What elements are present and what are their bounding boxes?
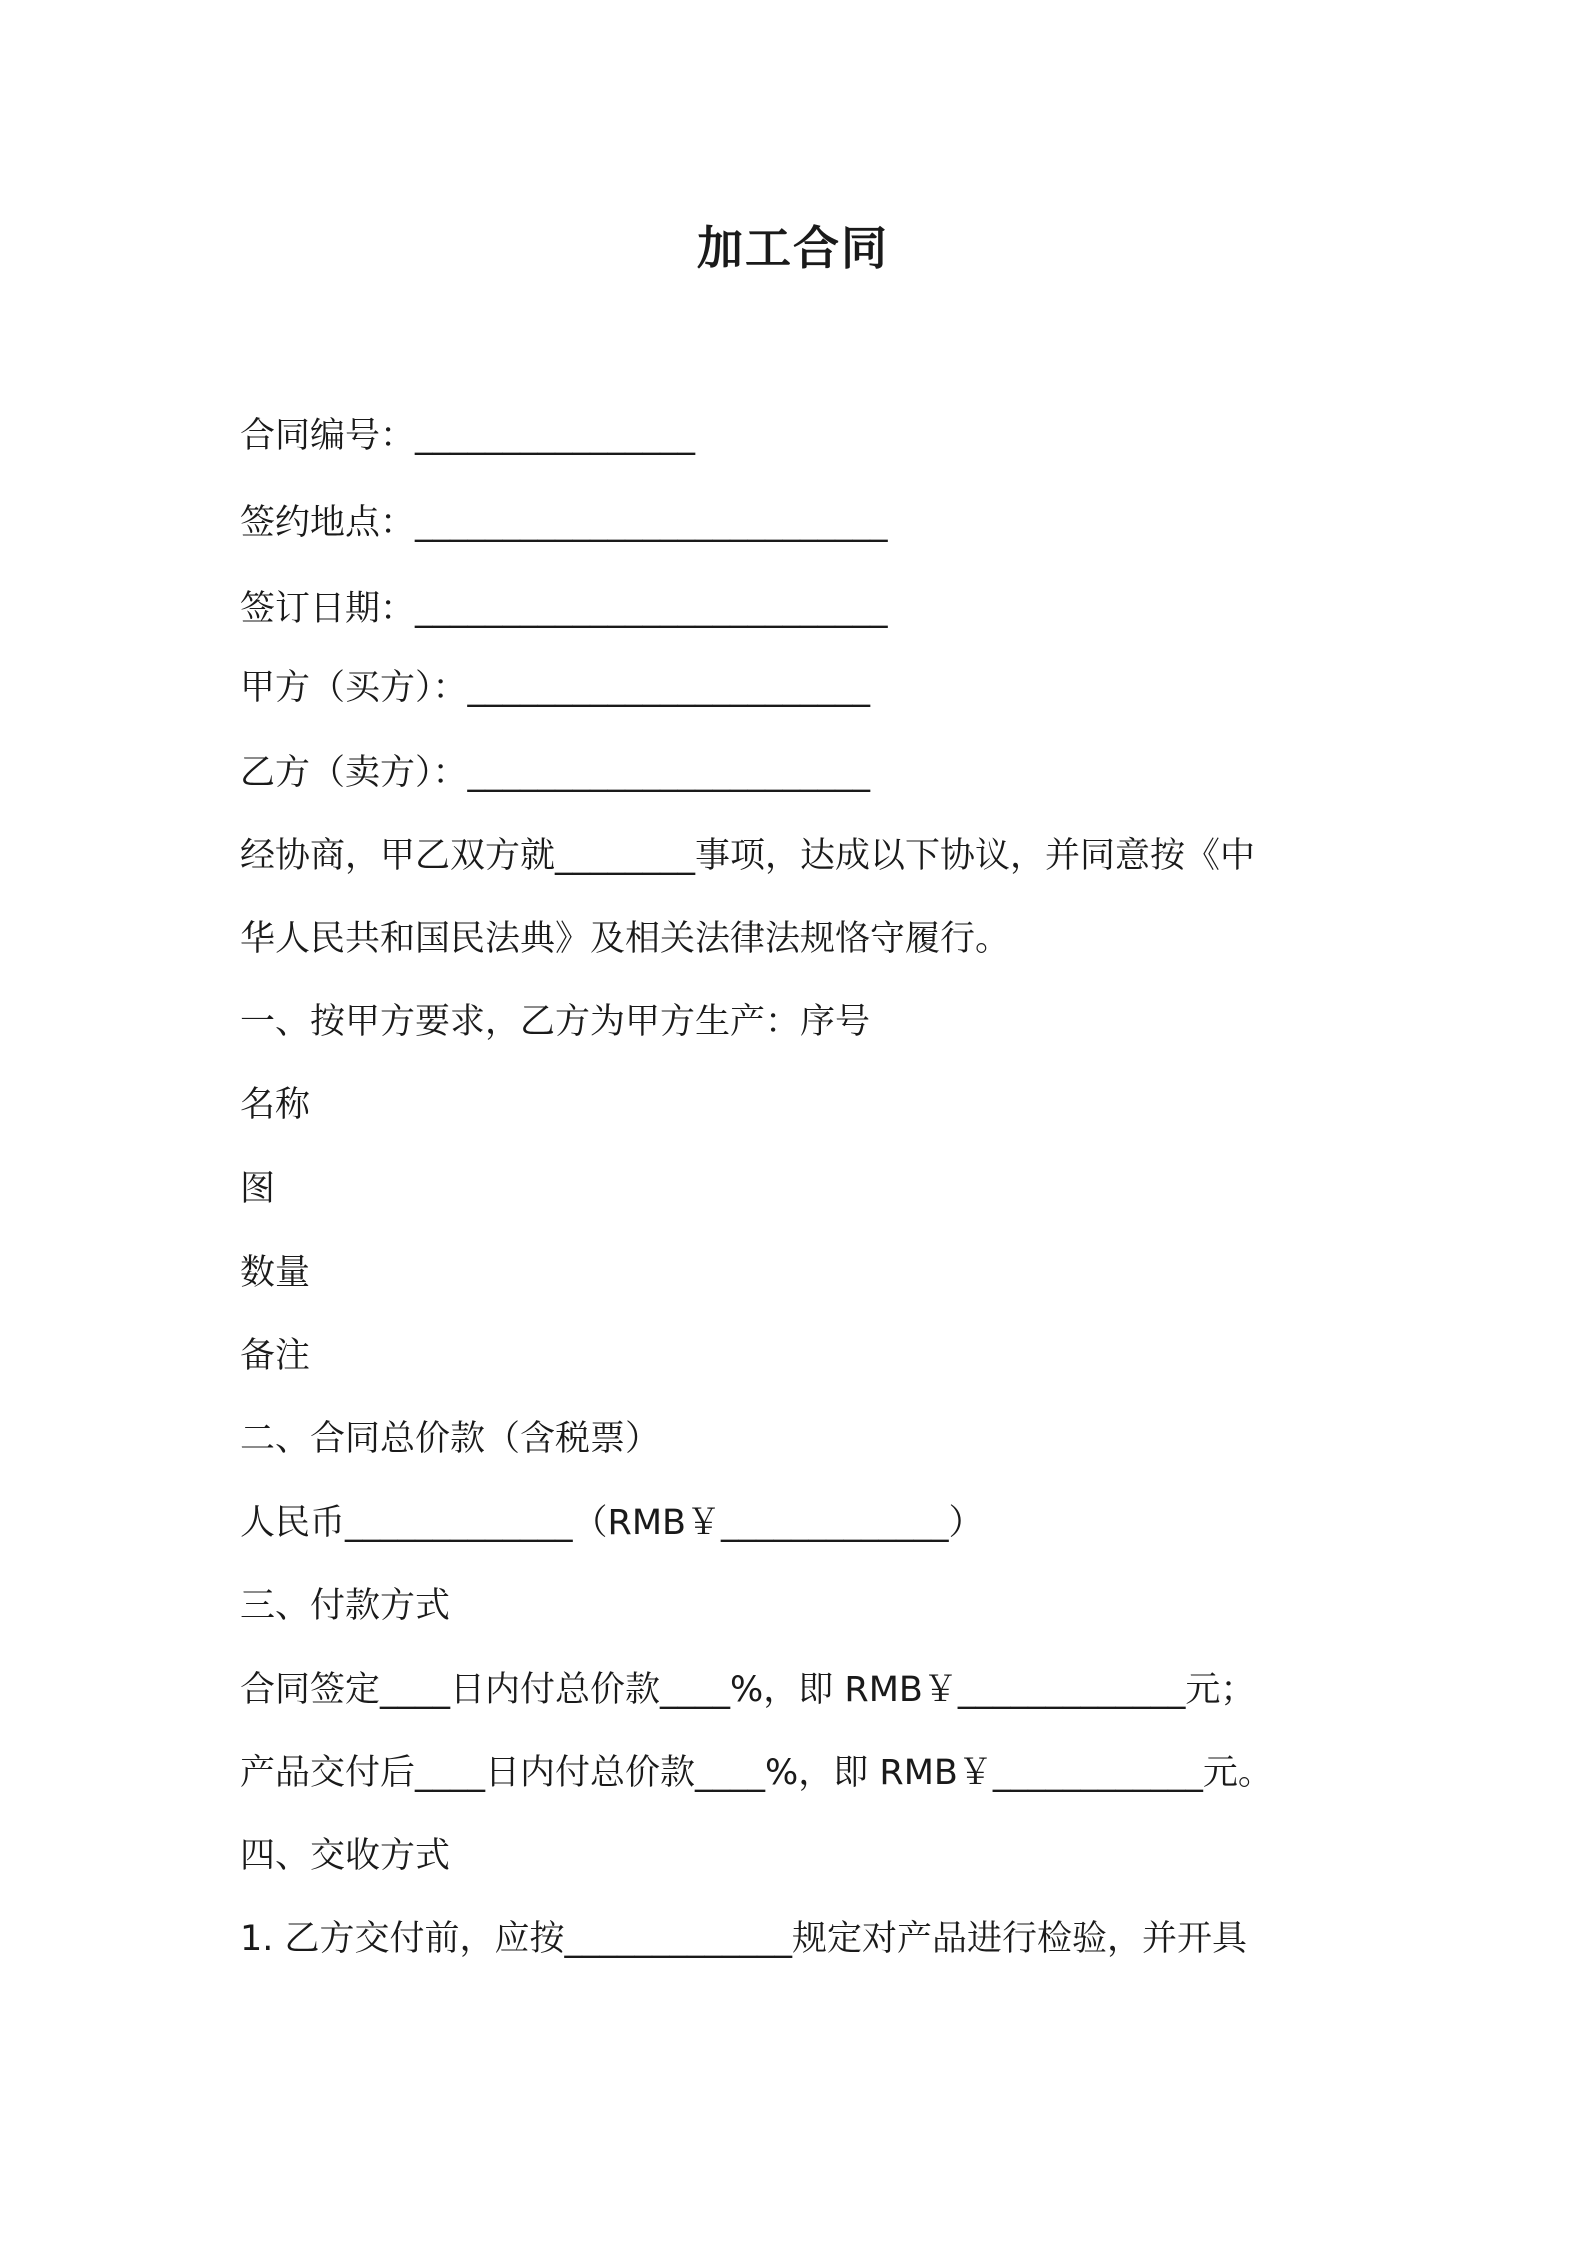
payment-line-2: 产品交付后____日内付总价款____%，即 RMB￥____________元。 [240,1753,1273,1793]
item-drawing-label: 图 [240,1169,276,1209]
signing-place-line: 签约地点：___________________________ [240,503,888,543]
section-3-heading: 三、付款方式 [240,1586,451,1626]
item-remarks-label: 备注 [240,1336,311,1376]
item-name-label: 名称 [240,1085,311,1125]
section-1-heading: 一、按甲方要求，乙方为甲方生产：序号 [240,1002,871,1042]
party-a-line: 甲方（买方）：_______________________ [240,668,871,708]
agreement-paragraph-line-1: 经协商，甲乙双方就________事项，达成以下协议，并同意按《中 [240,836,1256,876]
document-title: 加工合同 [697,221,889,275]
payment-line-1: 合同签定____日内付总价款____%，即 RMB￥_____________元； [240,1670,1256,1710]
contract-number-line: 合同编号：________________ [240,416,696,456]
delivery-clause-1: 1. 乙方交付前，应按_____________规定对产品进行检验，并开具 [240,1919,1248,1959]
item-quantity-label: 数量 [240,1253,311,1293]
section-2-heading: 二、合同总价款（含税票） [240,1419,661,1459]
total-price-line: 人民币_____________（RMB￥_____________） [240,1503,984,1543]
signing-date-line: 签订日期：___________________________ [240,589,888,629]
party-b-line: 乙方（卖方）：_______________________ [240,753,871,793]
agreement-paragraph-line-2: 华人民共和国民法典》及相关法律法规恪守履行。 [240,919,1011,959]
section-4-heading: 四、交收方式 [240,1836,451,1876]
